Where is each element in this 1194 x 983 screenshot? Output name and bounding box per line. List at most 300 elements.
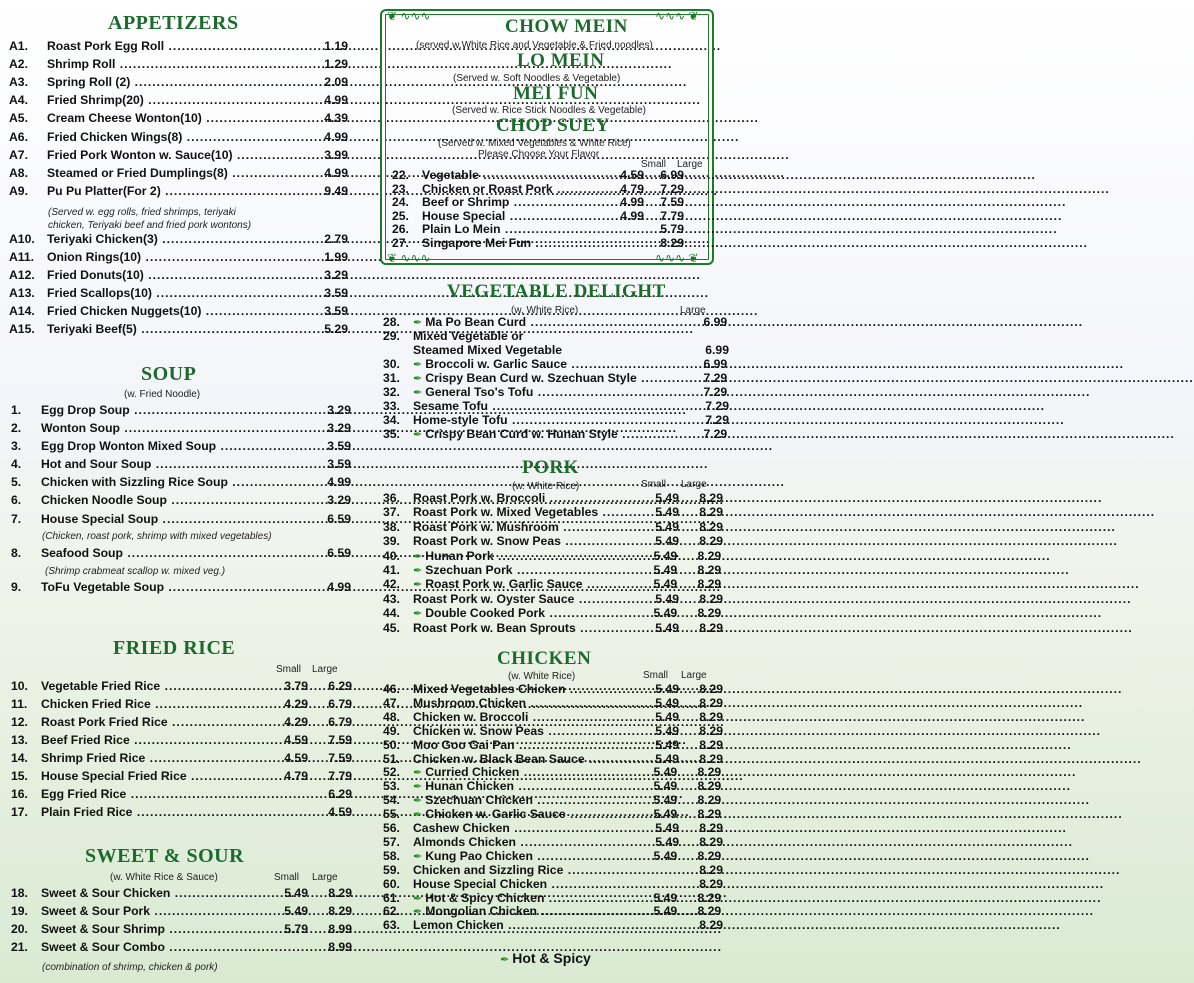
item-number: 10. (11, 679, 28, 693)
item-name: Egg Drop Wonton Mixed Soup ..... (41, 439, 311, 453)
item-number: 47. (383, 695, 400, 710)
platter-note-2: chicken, Teriyaki beef and fried pork wontons) (48, 220, 252, 231)
item-number: 12. (11, 715, 28, 729)
price-small: 5.49 (653, 577, 678, 592)
price-large: 8.29 (699, 751, 723, 766)
menu-item (11, 512, 351, 529)
item-name: Plain Lo Mein ..... (422, 222, 610, 236)
item-name: Steamed Mixed Vegetable (413, 343, 563, 357)
price-large: 8.29 (699, 876, 723, 891)
sweet-sour-small-header: Small (274, 872, 300, 883)
item-name: Roast Pork w. Mushroom ..... (413, 520, 645, 534)
hot-spicy-icon: ✒ (413, 359, 423, 371)
item-name: Home-style Tofu ..... (413, 413, 686, 427)
price-small: 4.99 (620, 208, 644, 223)
item-name: Steamed or Fried Dumplings(8) ..... (47, 166, 308, 180)
price-small: 5.49 (653, 890, 678, 905)
item-name: Roast Pork w. Mixed Vegetables ..... (413, 505, 645, 519)
menu-item (11, 922, 352, 939)
item-name: Fried Shrimp(20) ..... (47, 93, 308, 107)
hot-spicy-icon: ✒ (413, 809, 423, 822)
price-small: 5.79 (284, 922, 308, 936)
item-number: 59. (383, 862, 400, 877)
chicken-large-header: Large (681, 670, 707, 681)
item-number: 1. (11, 403, 22, 417)
price: 3.59 (327, 457, 351, 471)
menu-item (11, 493, 351, 510)
price-large: 8.29 (699, 620, 723, 635)
chicken-title: CHICKEN (497, 648, 592, 669)
item-number: 8. (11, 546, 22, 560)
item-name: Hot and Sour Soup ..... (41, 457, 311, 471)
item-name: House Special Soup ..... (41, 512, 311, 526)
hot-spicy-icon: ✒ (413, 767, 423, 780)
item-number: 22. (392, 168, 409, 182)
item-name: Chicken Fried Rice ..... (41, 697, 274, 711)
item-name: Seafood Soup ..... (41, 546, 311, 560)
item-name: Chicken w. Garlic Sauce ..... (425, 807, 643, 821)
item-number: 56. (383, 821, 400, 835)
hot-spicy-icon: ✒ (413, 373, 423, 385)
price-large: 8.29 (699, 682, 723, 696)
price-small: 4.59 (620, 168, 644, 182)
price-large: 8.29 (697, 577, 722, 592)
price: 6.99 (703, 357, 728, 371)
price-large: 8.29 (699, 821, 723, 835)
menu-item (11, 403, 351, 420)
price-large: 8.29 (328, 904, 352, 918)
price-small: 5.49 (655, 834, 679, 849)
pork-subtitle: (w. White Rice) (512, 481, 580, 492)
sweet-sour-large-header: Large (312, 872, 338, 883)
menu-item (9, 166, 348, 183)
item-number: 49. (383, 723, 400, 738)
item-name: Hunan Chicken ..... (425, 779, 643, 793)
price-large: 4.59 (328, 805, 352, 819)
item-number: 3. (11, 439, 22, 453)
price-large: 8.29 (697, 793, 722, 808)
item-number: 36. (383, 491, 400, 505)
menu-item (9, 57, 348, 74)
price-large: 8.29 (697, 548, 722, 563)
menu-item (11, 475, 351, 492)
item-name: Sweet & Sour Chicken ..... (41, 886, 274, 900)
price: 1.99 (324, 250, 348, 264)
menu-item (11, 421, 351, 438)
chicken-subtitle: (w. White Rice) (508, 671, 576, 682)
menu-item (383, 427, 727, 444)
price-large: 8.29 (697, 807, 722, 822)
menu-item (11, 546, 351, 563)
price: 3.29 (324, 268, 348, 282)
menu-item (11, 886, 352, 903)
item-number: 46. (383, 682, 400, 696)
item-number: 28. (383, 315, 400, 329)
price-small: 5.49 (655, 723, 679, 738)
price: 7.29 (705, 399, 729, 413)
item-name: Shrimp Roll ..... (47, 57, 308, 71)
item-number: 20. (11, 922, 28, 936)
item-name: Kung Pao Chicken ..... (425, 849, 643, 863)
price: 4.99 (324, 93, 348, 107)
lo-mein-note: (Served w. Soft Noodles & Vegetable) (453, 73, 621, 84)
item-name: Roast Pork Fried Rice ..... (41, 715, 274, 729)
item-name: Shrimp Fried Rice ..... (41, 751, 274, 765)
item-number: A11. (9, 250, 35, 264)
price: 4.99 (324, 130, 348, 144)
noodle-large-header: Large (677, 159, 703, 170)
item-name: Teriyaki Beef(5) ..... (47, 322, 308, 336)
price-small: 4.59 (284, 751, 308, 765)
price-large: 8.29 (699, 491, 723, 505)
price-small: 5.49 (655, 709, 679, 724)
fried-rice-small-header: Small (276, 664, 302, 675)
item-name: Chicken w. Broccoli ..... (413, 710, 645, 724)
item-number: 5. (11, 475, 22, 489)
soup-note-7: (Chicken, roast pork, shrimp with mixed vegetables) (42, 531, 272, 542)
hot-spicy-icon: ✒ (413, 850, 423, 863)
menu-item (11, 679, 352, 696)
price-large: 8.29 (699, 534, 723, 549)
frame-ornament-icon: ∿∿∿ ❦ (655, 9, 699, 23)
menu-item (11, 769, 352, 786)
price-large: 8.29 (697, 779, 722, 794)
item-number: 42. (383, 577, 400, 592)
price-small: 5.49 (284, 904, 308, 918)
price-small: 5.49 (655, 534, 679, 549)
hot-spicy-icon: ✒ (413, 317, 423, 329)
hot-spicy-icon: ✒ (413, 608, 423, 621)
menu-item (9, 39, 348, 56)
item-number: A4. (9, 93, 28, 107)
item-number: 17. (11, 805, 28, 819)
price-small: 5.49 (655, 505, 679, 520)
price-small: 5.49 (653, 563, 678, 577)
menu-item (11, 697, 352, 714)
menu-item (383, 918, 723, 935)
price-large: 7.79 (328, 769, 352, 783)
price: 9.49 (324, 184, 348, 198)
mei-fun-note: (Served w. Rice Stick Noodles & Vegetable) (452, 105, 646, 116)
item-name: Mixed Vegetables Chicken ..... (413, 682, 645, 696)
price: 5.29 (324, 322, 348, 336)
item-name: Teriyaki Chicken(3) ..... (47, 232, 308, 246)
price-small: 4.79 (620, 181, 644, 196)
item-name: Mushroom Chicken ..... (413, 696, 645, 710)
item-name: House Special Chicken ..... (413, 877, 645, 891)
item-name: Hot & Spicy Chicken ..... (425, 891, 643, 905)
item-number: 29. (383, 329, 400, 343)
price: 4.39 (324, 111, 348, 125)
pork-large-header: Large (681, 479, 707, 490)
chicken-small-header: Small (643, 670, 669, 681)
menu-item (11, 715, 352, 732)
price: 1.19 (324, 39, 348, 53)
menu-item (9, 268, 348, 285)
menu-item (11, 751, 352, 768)
chop-suey-note: (Served w. Mixed Vegetables & White Rice) (438, 138, 631, 149)
price: 6.59 (327, 546, 351, 560)
price-large: 8.29 (697, 606, 722, 621)
price-small: 5.49 (653, 548, 678, 563)
price-large: 8.29 (697, 848, 722, 863)
item-number: A5. (9, 111, 28, 125)
menu-item (11, 805, 352, 822)
hot-legend-label: Hot & Spicy (512, 950, 591, 966)
item-name: Roast Pork w. Oyster Sauce ..... (413, 592, 645, 606)
price-large: 8.29 (697, 563, 722, 577)
item-name: Vegetable Fried Rice ..... (41, 679, 274, 693)
item-name: Szechuan Chicken ..... (425, 793, 643, 807)
sweet-sour-title: SWEET & SOUR (85, 845, 245, 867)
hot-spicy-icon: ✒ (413, 579, 423, 592)
price-large: 8.29 (699, 695, 723, 710)
item-name: Plain Fried Rice ..... (41, 805, 274, 819)
item-number: 55. (383, 807, 400, 822)
menu-item (11, 904, 352, 921)
chow-mein-note: (served w.White Rice and Vegetable & Fried noodles) (416, 40, 653, 51)
item-number: 54. (383, 793, 400, 808)
price-small: 4.29 (284, 697, 308, 711)
item-number: 48. (383, 709, 400, 724)
price-large: 8.29 (699, 862, 723, 877)
item-name: Fried Chicken Wings(8) ..... (47, 130, 308, 144)
fried-rice-large-header: Large (312, 664, 338, 675)
menu-item (9, 286, 348, 303)
item-name: Fried Pork Wonton w. Sauce(10) ..... (47, 148, 308, 162)
price-small: 5.49 (655, 695, 679, 710)
price: 3.59 (324, 286, 348, 300)
hot-spicy-icon: ✒ (500, 954, 510, 966)
hot-spicy-icon: ✒ (413, 429, 423, 441)
menu-item (11, 439, 351, 456)
price-large: 8.29 (697, 890, 722, 905)
item-name: Sweet & Sour Combo ..... (41, 940, 274, 954)
price-large: 7.59 (328, 733, 352, 747)
item-name: Double Cooked Pork ..... (425, 606, 643, 620)
price-small: 5.49 (655, 491, 679, 505)
item-number: 38. (383, 519, 400, 534)
item-name: Chicken w. Black Bean Sauce ..... (413, 752, 645, 766)
item-number: 53. (383, 779, 400, 794)
item-number: A13. (9, 286, 35, 300)
item-name: Almonds Chicken ..... (413, 835, 645, 849)
price: 6.99 (703, 315, 728, 329)
price-small: 5.49 (655, 821, 679, 835)
price-small: 5.49 (655, 620, 679, 635)
menu-item (9, 232, 348, 249)
item-name: Crispy Bean Curd w. Szechuan Style ..... (425, 371, 684, 385)
menu-item (9, 93, 348, 110)
item-number: A12. (9, 268, 35, 282)
price-large: 8.29 (699, 519, 723, 534)
chop-suey-title: CHOP SUEY (496, 115, 610, 136)
item-number: A1. (9, 39, 28, 53)
price-large: 8.29 (699, 834, 723, 849)
item-number: A14. (9, 304, 35, 318)
price-large: 8.99 (328, 940, 352, 954)
item-name: Vegetable ..... (422, 168, 610, 182)
price-small: 4.59 (284, 733, 308, 747)
price-small: 5.49 (655, 751, 679, 766)
hot-legend (500, 950, 591, 966)
item-number: A6. (9, 130, 28, 144)
item-number: 31. (383, 371, 400, 385)
price: 2.09 (324, 75, 348, 89)
item-number: 9. (11, 580, 22, 594)
item-number: 30. (383, 357, 400, 371)
item-number: 43. (383, 591, 400, 606)
item-name: Beef or Shrimp ..... (422, 195, 610, 209)
price-large: 8.29 (697, 765, 722, 780)
hot-spicy-icon: ✒ (413, 387, 423, 399)
price: 3.59 (324, 304, 348, 318)
price-small: 4.29 (284, 715, 308, 729)
price: 7.29 (705, 413, 729, 427)
item-number: A10. (9, 232, 35, 246)
item-name: Mixed Vegetable or (413, 329, 524, 343)
item-number: 45. (383, 620, 400, 635)
menu-item (9, 322, 348, 339)
price-small: 5.49 (653, 606, 678, 621)
item-number: 25. (392, 208, 409, 223)
price-large: 6.29 (328, 787, 352, 801)
menu-item (11, 787, 352, 804)
price-small: 4.99 (620, 195, 644, 209)
price-large: 8.29 (328, 886, 352, 900)
flavor-note: Please Choose Your Flavor (478, 149, 600, 160)
hot-spicy-icon: ✒ (413, 550, 423, 563)
item-name: Roast Pork w. Garlic Sauce ..... (425, 577, 643, 591)
price-large: 7.79 (660, 208, 684, 223)
item-number: 7. (11, 512, 22, 526)
price-large: 8.29 (699, 709, 723, 724)
soup-note-8: (Shrimp crabmeat scallop w. mixed veg.) (45, 566, 226, 577)
item-name: Hunan Pork ..... (425, 549, 643, 563)
price-small: 5.49 (653, 807, 678, 822)
item-number: A7. (9, 148, 28, 162)
sweet-sour-subtitle: (w. White Rice & Sauce) (110, 872, 218, 883)
item-name: ToFu Vegetable Soup ..... (41, 580, 311, 594)
menu-item (9, 304, 348, 321)
item-name: Roast Pork w. Bean Sprouts ..... (413, 621, 645, 635)
item-number: 44. (383, 606, 400, 621)
price: 3.99 (324, 148, 348, 162)
item-number: A3. (9, 75, 28, 89)
price-large: 6.79 (328, 715, 352, 729)
price-large: 6.79 (328, 697, 352, 711)
price-large: 8.29 (699, 591, 723, 606)
item-number: 27. (392, 235, 409, 250)
price: 4.99 (327, 475, 351, 489)
menu-item (11, 580, 351, 597)
item-name: Pu Pu Platter(For 2) ..... (47, 184, 308, 198)
price: 3.59 (327, 439, 351, 453)
item-name: Fried Chicken Nuggets(10) ..... (47, 304, 308, 318)
veg-subtitle: (w. White Rice) (511, 305, 579, 316)
item-number: 32. (383, 385, 400, 399)
frame-ornament-icon: ❦ ∿∿∿ (387, 9, 431, 23)
item-number: 34. (383, 413, 400, 427)
item-number: 37. (383, 505, 400, 520)
item-name: Moo Goo Gai Pan ..... (413, 738, 645, 752)
soup-title: SOUP (141, 363, 197, 385)
item-name: Mongolian Chicken ..... (425, 904, 643, 918)
price-small: 4.79 (284, 769, 308, 783)
menu-item (11, 940, 352, 957)
item-name: Beef Fried Rice ..... (41, 733, 274, 747)
price-small: 3.79 (284, 679, 308, 693)
item-number: 52. (383, 765, 400, 780)
item-number: 15. (11, 769, 28, 783)
price: 6.99 (705, 343, 729, 357)
price-small: 5.49 (653, 779, 678, 794)
item-number: 35. (383, 427, 400, 441)
item-number: 50. (383, 737, 400, 752)
pork-small-header: Small (641, 479, 667, 490)
menu-item (392, 236, 684, 253)
item-name: Curried Chicken ..... (425, 765, 643, 779)
price-small: 5.49 (653, 793, 678, 808)
menu-item (9, 130, 348, 147)
item-name: Szechuan Pork ..... (425, 563, 643, 577)
menu-item (383, 621, 723, 638)
item-number: 13. (11, 733, 28, 747)
menu-item (9, 184, 348, 201)
veg-title: VEGETABLE DELIGHT (447, 281, 666, 302)
item-name: Egg Drop Soup ..... (41, 403, 311, 417)
item-number: 21. (11, 940, 28, 954)
appetizers-title: APPETIZERS (108, 12, 239, 34)
item-number: 51. (383, 751, 400, 766)
platter-note-1: (Served w. egg rolls, fried shrimps, teriyaki (48, 207, 236, 218)
item-number: 19. (11, 904, 28, 918)
price-large: 8.29 (660, 235, 684, 250)
price: 7.29 (703, 385, 728, 399)
item-number: A15. (9, 322, 35, 336)
item-name: House Special ..... (422, 209, 610, 223)
price-large: 8.29 (699, 505, 723, 520)
price-large: 6.29 (328, 679, 352, 693)
item-name: Roast Pork w. Broccoli ..... (413, 491, 645, 505)
menu-item (11, 457, 351, 474)
item-name: Roast Pork w. Snow Peas ..... (413, 534, 645, 548)
mei-fun-title: MEI FUN (513, 83, 599, 104)
item-number: A9. (9, 184, 28, 198)
frame-ornament-icon: ❦ ∿∿∿ (387, 251, 431, 265)
item-number: 63. (383, 918, 400, 933)
price-small: 5.49 (655, 519, 679, 534)
item-number: 14. (11, 751, 28, 765)
item-name: Cream Cheese Wonton(10) ..... (47, 111, 308, 125)
price-large: 7.59 (328, 751, 352, 765)
item-name: Egg Fried Rice ..... (41, 787, 274, 801)
menu-item (9, 250, 348, 267)
price: 1.29 (324, 57, 348, 71)
item-number: 26. (392, 222, 409, 236)
menu-item (11, 733, 352, 750)
noodle-small-header: Small (641, 159, 667, 170)
hot-spicy-icon: ✒ (413, 892, 423, 905)
price-large: 8.29 (699, 737, 723, 752)
sweet-sour-note: (combination of shrimp, chicken & pork) (42, 962, 218, 973)
hot-spicy-icon: ✒ (413, 795, 423, 808)
price: 7.29 (703, 427, 728, 441)
price: 3.29 (327, 403, 351, 417)
price: 4.99 (324, 166, 348, 180)
menu-item (9, 148, 348, 165)
hot-spicy-icon: ✒ (413, 906, 423, 919)
